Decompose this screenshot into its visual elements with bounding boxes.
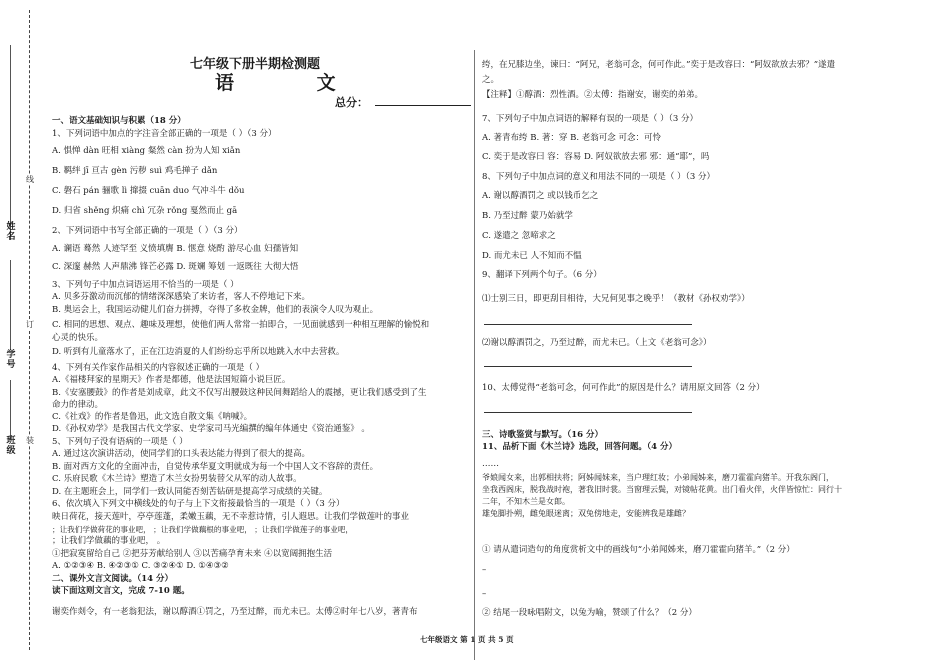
q11-sub-2: ② 结尾一段咏唱附文，以兔为喻，赞颂了什么？（2 分） — [482, 608, 697, 618]
binding-mark-staple: 订 — [26, 320, 34, 329]
q1-option-b: B. 羁绊 jī 亘古 gèn 污秽 suì 鸡毛掸子 dǎn — [52, 166, 218, 176]
q6-options: A. ①②③④ B. ④②③① C. ③②④① D. ①④③② — [52, 561, 229, 571]
q6-passage: 映日荷花，接天莲叶，亭亭莲蓬，柔嫩玉藕，无不幸惹诗情，引人遐思。让我们学做莲叶的事业 — [52, 512, 410, 522]
passage-notes: 【注释】①醇酒：烈性酒。②太傅：指谢安，谢奕的弟弟。 — [482, 90, 704, 100]
question-4: 4、下列有关作家作品相关的内容叙述正确的一项是（ ） — [52, 363, 265, 373]
poem-line-4: 雄兔脚扑朔，雌兔眼迷离；双兔傍地走，安能辨我是雄雌？ — [482, 509, 690, 518]
section-2-heading: 二、课外文言文阅读。（14 分） — [52, 574, 174, 584]
binding-mark-line: 线 — [26, 175, 34, 184]
q4-option-c: C.《社戏》的作者是鲁迅，此文选自散文集《呐喊》。 — [52, 412, 253, 422]
question-3: 3、下列句子中加点词语运用不恰当的一项是（ ） — [52, 280, 239, 290]
exam-title: 七年级下册半期检测题 — [190, 57, 321, 72]
q8-option-a: A. 谢以醇酒罚之 或以钱币乞之 — [482, 191, 599, 201]
poem-line-1: 爷娘闻女来，出郭相扶将；阿姊闻妹来，当户理红妆；小弟闻姊来，磨刀霍霍向猪羊。开我东阁门， — [482, 473, 834, 482]
q6-passage-end: ；让我们学做藕的事业吧， 。 — [52, 536, 166, 546]
question-11: 11、品析下面《木兰诗》选段，回答问题。（4 分） — [482, 442, 677, 452]
q8-option-b: B. 乃至过醉 蒙乃始就学 — [482, 211, 573, 221]
question-10: 10、太傅觉得“老翁可念，何可作此”的原因是什么？请用原文回答（2 分） — [482, 383, 765, 393]
page-footer: 七年级语文 第 1 页 共 5 页 — [420, 635, 514, 644]
q11-sub-1-answer-2[interactable]: – — [482, 589, 487, 599]
poem-ellipsis: …… — [482, 459, 499, 469]
q11-sub-1-answer[interactable]: – — [482, 565, 487, 575]
q2-options-ab: A. 谰语 蓦然 人迹罕至 义愤填膺 B. 惬意 烧酌 游尽心血 妇孺皆知 — [52, 244, 299, 254]
name-label: 姓名 — [6, 222, 16, 242]
q5-option-a: A. 通过这次演讲活动，使同学们的口头表达能力得到了很大的提高。 — [52, 449, 311, 459]
binding-margin — [0, 0, 48, 671]
question-5: 5、下列句子没有语病的一项是（ ） — [52, 437, 188, 447]
q1-option-c: C. 磐石 pán 骊歌 lì 撺掇 cuān duo 气冲斗牛 dǒu — [52, 186, 245, 196]
poem-line-2: 坐我西阁床，脱我战时袍，著我旧时裳。当窗理云鬓，对镜帖花黄。出门看火伴，火伴皆惊忙：同行十 — [482, 485, 842, 494]
classical-passage: 谢奕作剡令，有一老翁犯法，谢以醇酒①罚之，乃至过醉，而尤未已。太傅②时年七八岁，著青布 — [52, 607, 418, 617]
question-9: 9、翻译下列两个句子。（6 分） — [482, 270, 602, 280]
q7-options-ab: A. 著青布绔 B. 著：穿 B. 老翁可念 可念：可怜 — [482, 133, 661, 143]
q5-option-d: D. 在主题班会上，同学们一致认同能否刻苦钻研是提高学习成绩的关键。 — [52, 487, 328, 497]
name-write-line — [10, 45, 11, 240]
class-label: 班级 — [6, 436, 16, 456]
q1-option-a: A. 惧惮 dàn 旺相 xiàng 粲然 càn 扮为人知 xiǎn — [52, 146, 241, 156]
question-1: 1、下列词语中加点的字注音全部正确的一项是（ ）（3 分） — [52, 129, 277, 139]
q4-option-b-cont: 命力的律动。 — [52, 400, 104, 410]
q10-answer[interactable] — [484, 412, 692, 413]
q9-sentence-1: ⑴士别三日，即更刮目相待，大兄何见事之晚乎！（教材《孙权劝学》） — [482, 294, 750, 304]
q4-option-b: B.《安塞腰鼓》的作者是刘成章，此文不仅写出腰鼓这种民间舞蹈给人的震撼，更让我们感受到了生 — [52, 388, 427, 398]
q5-option-b: B. 面对西方文化的全面冲击，自觉传承华夏文明就成为每一个中国人文不容辞的责任。 — [52, 462, 379, 472]
q9-sentence-2: ⑵谢以醇酒罚之，乃至过醉，而尤未已。（上文《老翁可念》） — [482, 338, 712, 348]
q8-option-d: D. 而尤未已 人不知而不愠 — [482, 251, 582, 261]
q3-option-d: D. 听到有儿童落水了，正在江边消夏的人们纷纷忘乎所以地跳入水中去营救。 — [52, 347, 345, 357]
q6-clauses: ①把寂寞留给自己 ②把芬芳献给别人 ③以苦痛孕育未来 ④以宽阔拥抱生活 — [52, 549, 333, 559]
q7-options-cd: C. 奕于是改容曰 容：容易 D. 阿奴欲放去邪 邪：通“耶”，吗 — [482, 152, 710, 162]
q1-option-d: D. 归省 shěng 炽痛 chì 冗杂 rǒng 戛然而止 gā — [52, 206, 238, 216]
column-divider — [474, 50, 475, 660]
class-write-line — [10, 380, 11, 440]
section-2-instruction: 读下面这则文言文，完成 7-10 题。 — [52, 586, 190, 596]
q8-option-c: C. 遂遣之 忽啼求之 — [482, 231, 556, 241]
passage-cont: 绔，在兄膝边坐，谏曰：“阿兄，老翁可念，何可作此。”奕于是改容曰：“阿奴欲放去邪？”遂遣 — [482, 60, 836, 70]
q3-option-c: C. 相同的思想、观点、趣味及理想，使他们两人常常一拍即合，一见面就感到一种相互理解的愉悦和 — [52, 320, 430, 330]
question-2: 2、下列词语中书写全部正确的一项是（ ）（3 分） — [52, 226, 243, 236]
total-score-field[interactable] — [375, 105, 471, 106]
subject-title: 语 文 — [215, 72, 374, 94]
q11-sub-1: ① 请从遣词造句的角度赏析文中的画线句“小弟闻姊来，磨刀霍霍向猪羊。”（2 分） — [482, 545, 795, 555]
poem-line-3: 二年，不知木兰是女郎。 — [482, 497, 570, 506]
q3-option-c-cont: 心灵的快乐。 — [52, 333, 104, 343]
q9-answer-2[interactable] — [484, 366, 692, 367]
question-6: 6、依次填入下列文中横线处的句子与上下文衔接最恰当的一项是（ ）（3 分） — [52, 499, 345, 509]
q3-option-b: B. 奥运会上，我国运动健儿们奋力拼搏，夺得了多枚金牌，他们的表演令人叹为观止。 — [52, 305, 379, 315]
q3-option-a: A. 贝多芬激动而沉郁的情绪深深感染了来访者，客人不停地记下来。 — [52, 292, 311, 302]
passage-cont-end: 之。 — [482, 75, 500, 85]
q2-options-cd: C. 深邃 赫然 人声鼎沸 锋芒必露 D. 斑斓 筹划 一返既往 大彻大悟 — [52, 262, 299, 272]
student-id-label: 学号 — [6, 350, 16, 370]
section-3-heading: 三、诗歌鉴赏与默写。（16 分） — [482, 430, 604, 440]
q4-option-d: D.《孙权劝学》是我国古代文学家、史学家司马光编撰的编年体通史《资治通鉴》 。 — [52, 424, 370, 434]
question-7: 7、下列句子中加点词语的解释有误的一项是（ ）（3 分） — [482, 114, 698, 124]
q6-passage-blanks: ；让我们学做荷花的事业吧， ；让我们学做藕根的事业吧， ；让我们学做莲子的事业吧， — [52, 525, 353, 534]
q4-option-a: A.《福楼拜家的星期天》作者是都德，他是法国短篇小说巨匠。 — [52, 375, 291, 385]
total-score-label: 总分： — [335, 96, 368, 109]
binding-dashed-line — [29, 10, 30, 650]
binding-mark-bind: 装 — [26, 436, 34, 445]
section-1-heading: 一、语文基础知识与积累（18 分） — [52, 116, 186, 126]
q9-answer-1[interactable] — [484, 324, 692, 325]
id-write-line — [10, 260, 11, 350]
question-8: 8、下列句子中加点词的意义和用法不同的一项是（ ）（3 分） — [482, 172, 715, 182]
q5-option-c: C. 乐府民歌《木兰诗》塑造了木兰女扮男装替父从军的动人故事。 — [52, 474, 302, 484]
